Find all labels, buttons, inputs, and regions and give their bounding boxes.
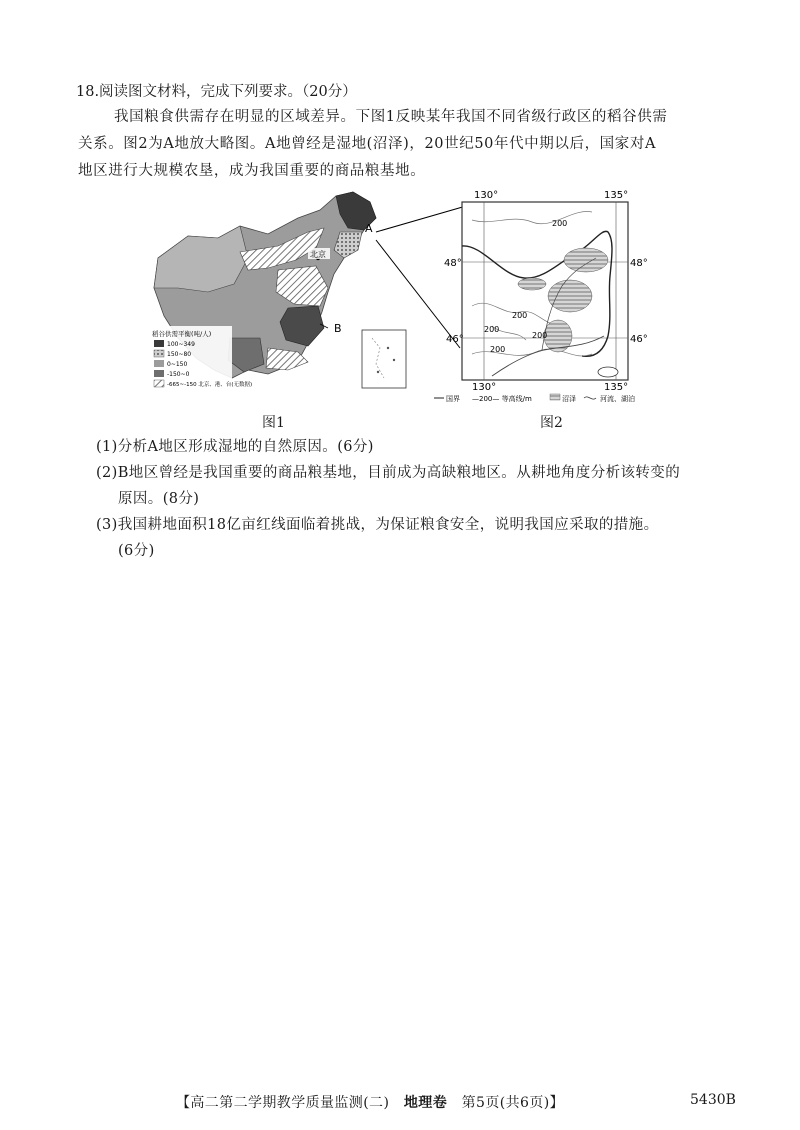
legend-item: —200— 等高线/m: [472, 395, 532, 403]
legend-item: -150~0: [167, 371, 190, 378]
contour-label: 200: [512, 311, 528, 320]
figure2-region-a-map: [432, 186, 652, 404]
footer-subject: 地理卷: [403, 1095, 448, 1111]
lat-label: 48°: [630, 258, 648, 269]
swamp-area: [544, 320, 572, 352]
question-title: 18.阅读图文材料，完成下列要求。（20分）: [76, 84, 357, 100]
sub-question-3: [96, 512, 736, 564]
lat-label: 48°: [444, 258, 462, 269]
sub-question-1: [96, 434, 736, 460]
legend-item: 150~80: [167, 351, 192, 358]
material-paragraph: [78, 104, 736, 185]
beijing-label: 北京: [310, 250, 326, 259]
contour-label: 200: [490, 345, 506, 354]
material-line: 地区进行大规模农垦，成为我国重要的商品粮基地。: [78, 163, 426, 179]
legend-item: 0~150: [167, 361, 188, 368]
footer-exam-title: 【高二第二学期教学质量监测(二): [176, 1095, 390, 1111]
sub-question-line: 原因。(8分): [118, 491, 200, 507]
region-west: [154, 226, 248, 292]
lon-label: 130°: [472, 382, 497, 393]
swamp-area: [518, 278, 546, 290]
legend-item: 河流、湖泊: [600, 395, 635, 403]
page-footer: [176, 1092, 564, 1112]
map-frame: [462, 202, 628, 380]
lon-label: 135°: [604, 190, 629, 201]
legend-item: 国界: [446, 395, 460, 403]
swamp-area: [564, 248, 608, 272]
label-b: B: [334, 322, 342, 335]
sub-question-line: (1)分析A地区形成湿地的自然原因。(6分): [96, 439, 374, 455]
legend-item: 100~349: [167, 341, 195, 348]
lat-label: 46°: [630, 334, 648, 345]
contour-label: 200: [484, 325, 500, 334]
lon-label: 135°: [604, 382, 629, 393]
figure2-caption: 图2: [540, 415, 563, 431]
sub-question-line: (3)我国耕地面积18亿亩红线面临着挑战，为保证粮食安全，说明我国应采取的措施。: [96, 517, 659, 533]
material-line: 关系。图2为A地放大略图。A地曾经是湿地(沼泽)，20世纪50年代中期以后，国家对A: [78, 136, 657, 152]
contour-label: 200: [552, 219, 568, 228]
footer-page-number: 第5页(共6页)】: [461, 1095, 564, 1111]
footer-code: 5430B: [690, 1092, 736, 1108]
legend-item: -665~-150 北京、港、台(无数据): [167, 382, 253, 388]
contour-label: 200: [532, 331, 548, 340]
sub-question-line: (6分): [118, 543, 155, 559]
legend-item: 沼泽: [562, 395, 576, 403]
sub-question-2: [96, 460, 736, 512]
region-b-dark: [280, 306, 324, 346]
lake: [598, 367, 618, 377]
legend-title: 稻谷供需平衡(吨/人): [152, 330, 212, 338]
figure2-legend: [434, 394, 635, 403]
sub-question-line: (2)B地区曾经是我国重要的商品粮基地，目前成为高缺粮地区。从耕地角度分析该转变的: [96, 465, 681, 481]
lon-label: 130°: [474, 190, 499, 201]
region-a-svg: [432, 186, 652, 404]
swamp-area: [548, 280, 592, 312]
lat-label: 46°: [446, 334, 464, 345]
figure1-caption: 图1: [262, 415, 285, 431]
label-a: A: [365, 222, 373, 235]
material-line: 我国粮食供需存在明显的区域差异。下图1反映某年我国不同省级行政区的稻谷供需: [114, 109, 668, 125]
